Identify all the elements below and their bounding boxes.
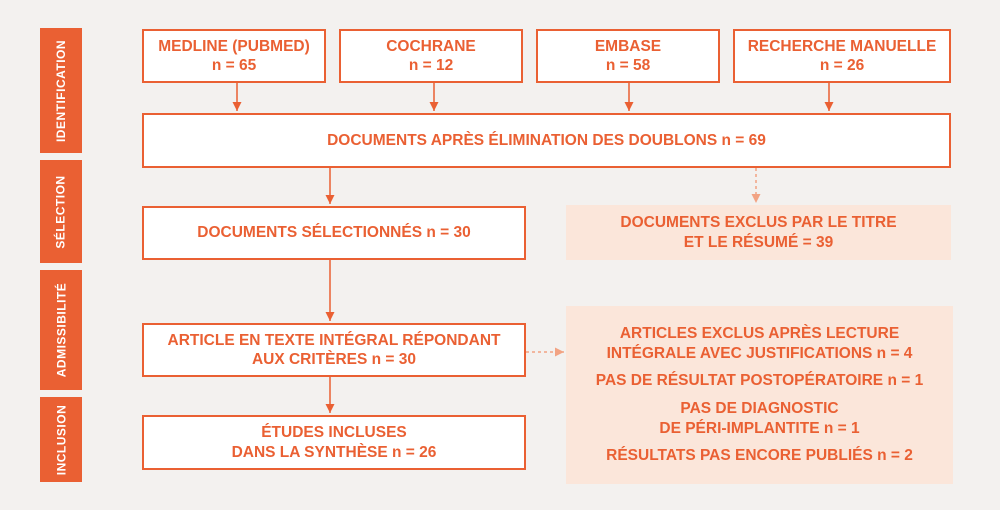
excluded-title-line2: ET LE RÉSUMÉ = 39	[683, 233, 834, 251]
source-count: n = 65	[211, 57, 257, 74]
included-line2: DANS LA SYNTHÈSE n = 26	[231, 443, 437, 461]
phase-selection-label: SÉLECTION	[54, 174, 69, 249]
excluded-full-header1: ARTICLES EXCLUS APRÈS LECTURE	[619, 325, 900, 343]
excluded-reason1: PAS DE RÉSULTAT POSTOPÉRATOIRE n = 1	[595, 372, 924, 390]
source-name: EMBASE	[594, 37, 662, 55]
phase-inclusion-label: INCLUSION	[54, 404, 68, 475]
fulltext-line2: AUX CRITÈRES n = 30	[251, 351, 417, 368]
excluded-title-line1: DOCUMENTS EXCLUS PAR LE TITRE	[620, 214, 897, 232]
included-line1: ÉTUDES INCLUSES	[261, 424, 407, 442]
selected-text: DOCUMENTS SÉLECTIONNÉS n = 30	[197, 224, 471, 242]
excluded-full-header2: INTÉGRALE AVEC JUSTIFICATIONS n = 4	[606, 344, 913, 362]
excluded-reason3: RÉSULTATS PAS ENCORE PUBLIÉS n = 2	[606, 447, 913, 465]
fulltext-line1: ARTICLE EN TEXTE INTÉGRAL RÉPONDANT	[167, 331, 501, 349]
source-count: n = 26	[819, 57, 865, 74]
phase-admissibilite-label: ADMISSIBILITÉ	[54, 282, 69, 378]
source-name: MEDLINE (PUBMED)	[158, 37, 310, 55]
phase-identification-label: IDENTIFICATION	[54, 39, 69, 142]
source-count: n = 12	[408, 57, 454, 74]
source-count: n = 58	[605, 57, 651, 74]
source-name: RECHERCHE MANUELLE	[747, 37, 937, 55]
dedup-text: DOCUMENTS APRÈS ÉLIMINATION DES DOUBLONS n = 69	[327, 131, 766, 149]
excluded-reason2a: PAS DE DIAGNOSTIC	[680, 400, 839, 418]
excluded-reason2b: DE PÉRI-IMPLANTITE n = 1	[659, 419, 860, 437]
source-name: COCHRANE	[386, 37, 476, 55]
